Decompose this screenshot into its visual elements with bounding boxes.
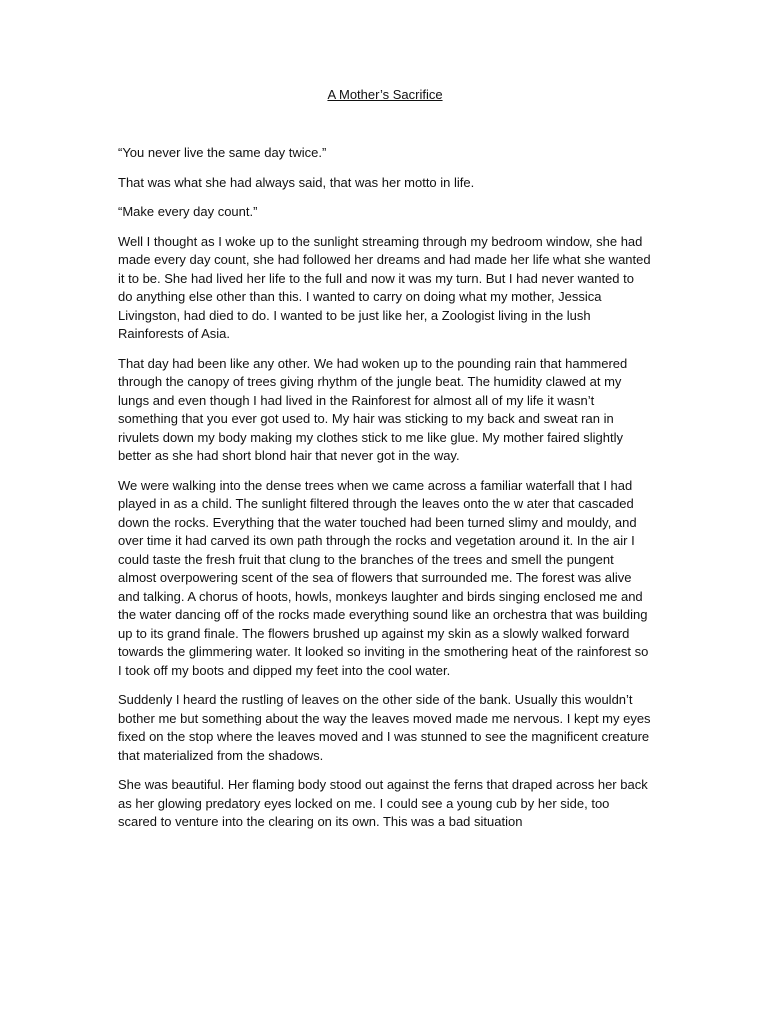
paragraph-waterfall: We were walking into the dense trees when we came across a familiar waterfall that I had played in as a child. The sunlight filtered through the leaves onto the w ater that cascaded down the rocks. Everything that the water touched had been turned slimy and mouldy, and over time it had carved its own path through the rocks and vegetation around it. In the air I could taste the fresh fruit that clung to the branches of the trees and smell the pungent almost overpowering scent of the sea of flowers that surrounded me. The forest was alive and talking. A chorus of hoots, howls, monkeys laughter and birds singing enclosed me and the water dancing off of the rocks made everything sound like an orchestra that was building up to its grand finale. The flowers brushed up against my skin as a slowly walked forward towards the glimmering water. It looked so inviting in the smothering heat of the rainforest so I took off my boots and dipped my feet into the cool water.	[118, 477, 649, 678]
paragraph-rain: That day had been like any other. We had woken up to the pounding rain that hammered through the canopy of trees giving rhythm of the jungle beat. The humidity clawed at my lungs and even though I had lived in the Rainforest for almost all of my life it wasn’t something that you ever got used to. My hair was sticking to my back and sweat ran in rivulets down my body making my clothes stick to me like glue. My mother faired slightly better as she had short blond hair that never got in the way.	[118, 355, 628, 463]
document-page	[118, 86, 652, 843]
paragraph-creature: She was beautiful. Her flaming body stood out against the ferns that draped across her back as her glowing predatory eyes locked on me. I could see a young cub by her side, too scared to venture into the clearing on its own. This was a bad situation	[118, 777, 648, 829]
paragraph-quote-1: “You never live the same day twice.”	[118, 145, 327, 160]
paragraph-rustling: Suddenly I heard the rustling of leaves on the other side of the bank. Usually this wouldn’t bother me but something about the way the leaves moved made me nervous. I kept my eyes fixed on the stop where the leaves moved and I was stunned to see the magnificent creature that materialized from the shadows.	[118, 692, 651, 763]
paragraph-morning: Well I thought as I woke up to the sunlight streaming through my bedroom window, she had made every day count, she had followed her dreams and had made her life what she wanted it to be. She had lived her life to the full and now it was my turn. But I had never wanted to do anything else other than this. I wanted to carry on doing what my mother, Jessica Livingston, had died to do. I wanted to be just like her, a Zoologist living in the lush Rainforests of Asia.	[118, 233, 651, 341]
document-title: A Mother’s Sacrifice	[327, 87, 443, 102]
paragraph-quote-2: “Make every day count.”	[118, 204, 258, 219]
paragraph-motto: That was what she had always said, that was her motto in life.	[118, 174, 475, 190]
